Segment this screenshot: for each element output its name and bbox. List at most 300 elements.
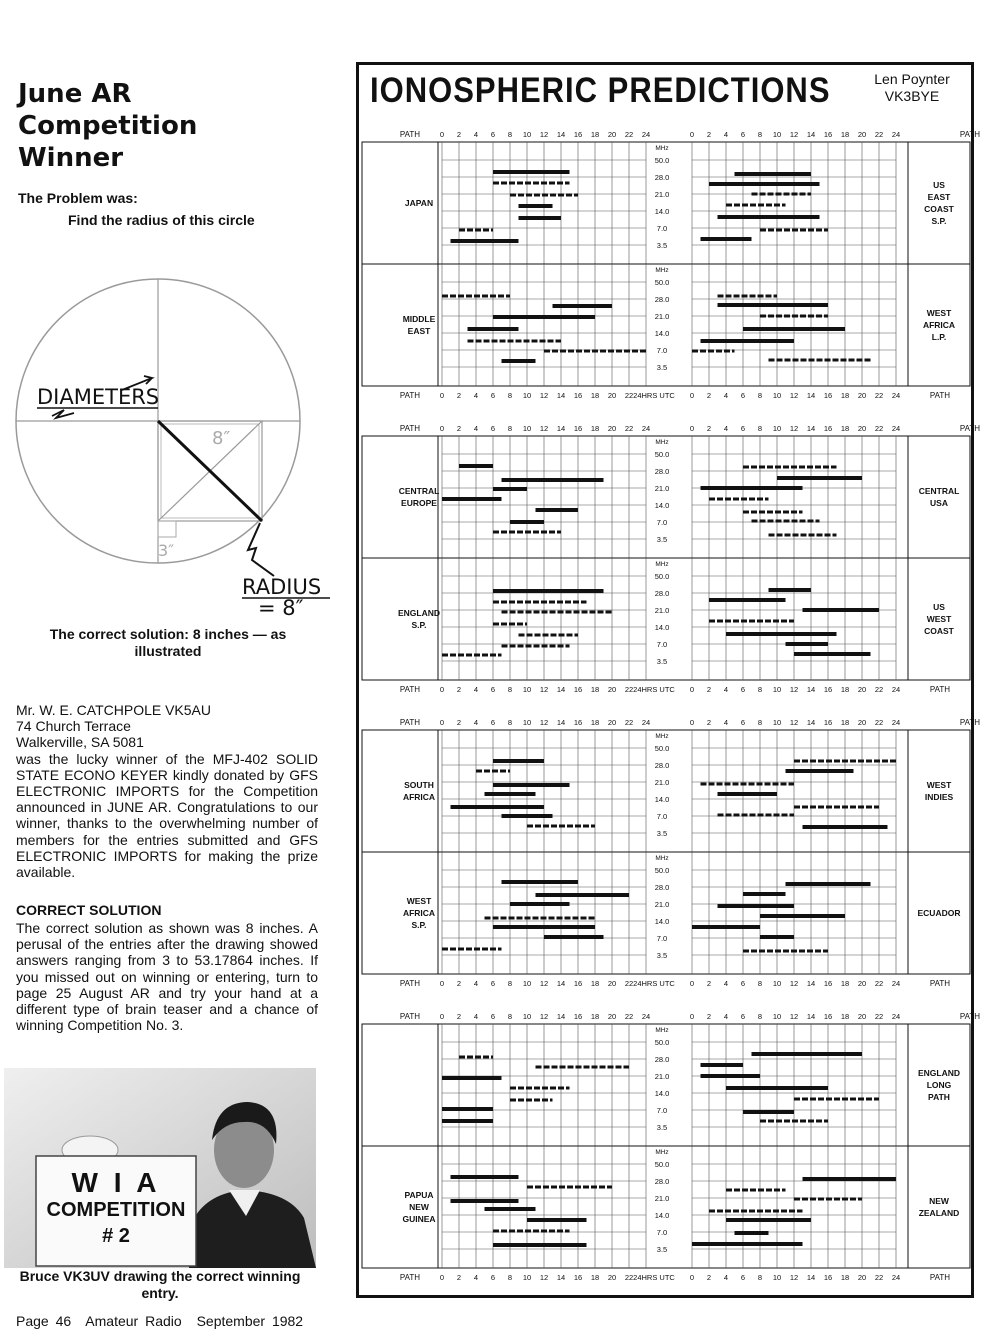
hour-tick: 22: [624, 424, 634, 433]
winner-town: Walkerville, SA 5081: [16, 734, 144, 751]
axis-path-label: PATH: [929, 685, 951, 694]
hour-tick: 20: [857, 391, 867, 400]
hour-tick: 8: [757, 424, 763, 433]
hour-tick: 4: [723, 718, 729, 727]
radius-value: = 8″: [258, 596, 304, 620]
hour-tick: 6: [490, 685, 496, 694]
axis-path-label: PATH: [399, 718, 421, 727]
winner-street: 74 Church Terrace: [16, 718, 131, 735]
hour-tick: 14: [556, 1273, 566, 1282]
hour-tick: 2: [706, 1012, 712, 1021]
path-name-right: CENTRAL: [918, 486, 960, 496]
hour-tick: 6: [490, 424, 496, 433]
heading-line: Winner: [18, 143, 124, 173]
axis-path-label: PATH: [959, 130, 981, 139]
hour-tick: 0: [689, 685, 695, 694]
freq-label: 3.5: [656, 535, 668, 544]
hour-tick: 14: [806, 130, 816, 139]
hour-tick: 2: [706, 424, 712, 433]
solution-statement: The correct solution: 8 inches — as illustrated: [49, 626, 287, 659]
path-name-right: WEST: [926, 308, 952, 318]
hour-tick: 12: [789, 391, 799, 400]
hour-tick: 16: [823, 1012, 833, 1021]
radius-arrow-icon: [248, 523, 274, 576]
hour-tick: 6: [740, 130, 746, 139]
path-name-right: PATH: [928, 1092, 950, 1102]
winner-block: [16, 702, 318, 880]
hour-tick: 24: [891, 979, 901, 988]
hour-tick: 2: [456, 424, 462, 433]
hour-tick: 8: [507, 1273, 513, 1282]
freq-unit: MHz: [655, 1149, 669, 1156]
hour-tick: 24: [641, 424, 651, 433]
freq-label: 14.0: [654, 1211, 670, 1220]
hour-tick: 2: [706, 685, 712, 694]
hour-tick: 14: [556, 718, 566, 727]
hour-tick: 10: [522, 979, 532, 988]
hour-tick: 4: [473, 685, 479, 694]
freq-label: 3.5: [656, 363, 668, 372]
publication-name: Amateur Radio: [85, 1313, 182, 1329]
path-name-right: WEST: [926, 614, 952, 624]
path-name-right: COAST: [924, 626, 954, 636]
freq-label: 50.0: [654, 572, 670, 581]
hour-tick: 10: [772, 685, 782, 694]
hour-tick: 4: [473, 424, 479, 433]
page-footer: [16, 1313, 311, 1329]
hour-tick: 6: [490, 979, 496, 988]
freq-label: 14.0: [654, 329, 670, 338]
hour-tick: 8: [507, 979, 513, 988]
freq-label: 3.5: [656, 1245, 668, 1254]
radius-label: RADIUS: [242, 575, 322, 599]
hour-tick: 16: [573, 685, 583, 694]
hour-tick: 0: [439, 1012, 445, 1021]
hour-tick: 4: [473, 718, 479, 727]
freq-label: 50.0: [654, 1160, 670, 1169]
path-name-left: PAPUA: [404, 1190, 434, 1200]
sign-line: COMPETITION: [46, 1199, 186, 1221]
hour-tick: 8: [507, 130, 513, 139]
hour-tick: 22: [624, 391, 634, 400]
hour-tick: 2: [456, 685, 462, 694]
freq-label: 28.0: [654, 589, 670, 598]
hour-tick: 18: [590, 424, 600, 433]
hour-tick: 12: [539, 979, 549, 988]
author-callsign: VK3BYE: [884, 88, 940, 104]
hour-tick: 10: [522, 718, 532, 727]
hour-tick: 12: [539, 424, 549, 433]
hour-tick: 2: [456, 1273, 462, 1282]
freq-label: 14.0: [654, 501, 670, 510]
freq-unit: MHz: [655, 561, 669, 568]
hour-tick: 0: [439, 424, 445, 433]
hour-tick: 12: [539, 1012, 549, 1021]
freq-label: 21.0: [654, 606, 670, 615]
path-name-left: GUINEA: [402, 1214, 436, 1224]
hour-tick: 2: [456, 718, 462, 727]
freq-label: 3.5: [656, 829, 668, 838]
hour-tick: 12: [539, 130, 549, 139]
path-name-right: USA: [930, 498, 948, 508]
hour-tick: 12: [539, 1273, 549, 1282]
chart-group: [362, 424, 980, 694]
freq-label: 28.0: [654, 761, 670, 770]
hour-tick: 20: [857, 1273, 867, 1282]
side-label: 8″: [212, 428, 231, 449]
diameters-arrow-icon: [52, 410, 74, 418]
hour-tick: 22: [874, 130, 884, 139]
hour-tick: 2: [706, 1273, 712, 1282]
hour-tick: 8: [507, 685, 513, 694]
hour-tick: 20: [607, 1273, 617, 1282]
freq-label: 28.0: [654, 467, 670, 476]
hour-tick: 2: [456, 1012, 462, 1021]
hour-tick: 20: [607, 391, 617, 400]
hour-tick: 14: [806, 718, 816, 727]
hour-tick: 20: [857, 130, 867, 139]
hour-tick: 24: [891, 1012, 901, 1021]
hour-tick: 14: [556, 130, 566, 139]
hour-tick: 18: [590, 1012, 600, 1021]
hour-tick: 22: [874, 685, 884, 694]
hour-tick: 12: [789, 1012, 799, 1021]
hour-tick: 10: [522, 685, 532, 694]
axis-path-label: PATH: [399, 391, 421, 400]
hour-tick: 10: [772, 979, 782, 988]
hour-tick: 22: [624, 979, 634, 988]
hour-tick: 14: [806, 424, 816, 433]
freq-label: 28.0: [654, 1177, 670, 1186]
hour-tick: 18: [590, 391, 600, 400]
freq-label: 50.0: [654, 866, 670, 875]
hour-tick: 20: [607, 979, 617, 988]
hour-tick: 0: [689, 424, 695, 433]
path-name-right: S.P.: [931, 216, 947, 226]
hour-tick: 14: [556, 424, 566, 433]
hour-tick: 18: [840, 130, 850, 139]
freq-unit: MHz: [655, 855, 669, 862]
utc-label: 24HRS UTC: [633, 685, 675, 694]
hour-tick: 8: [757, 130, 763, 139]
hour-tick: 16: [573, 391, 583, 400]
hour-tick: 22: [874, 718, 884, 727]
freq-label: 50.0: [654, 450, 670, 459]
hour-tick: 22: [874, 391, 884, 400]
path-name-left: CENTRAL: [398, 486, 440, 496]
hour-tick: 12: [789, 718, 799, 727]
hour-tick: 22: [624, 718, 634, 727]
problem-label: The Problem was:: [18, 190, 138, 206]
freq-label: 7.0: [656, 1106, 668, 1115]
hour-tick: 16: [823, 424, 833, 433]
freq-label: 7.0: [656, 518, 668, 527]
heading-line: Competition: [18, 111, 198, 141]
predictions-author: [862, 71, 962, 105]
hour-tick: 12: [789, 130, 799, 139]
hour-tick: 16: [573, 1273, 583, 1282]
axis-path-label: PATH: [929, 979, 951, 988]
hour-tick: 0: [439, 130, 445, 139]
freq-unit: MHz: [655, 439, 669, 446]
hour-tick: 20: [607, 718, 617, 727]
hour-tick: 16: [573, 130, 583, 139]
path-name-right: LONG: [926, 1080, 952, 1090]
freq-label: 50.0: [654, 1038, 670, 1047]
path-name-right: WEST: [926, 780, 952, 790]
hour-tick: 14: [806, 391, 816, 400]
hour-tick: 8: [507, 718, 513, 727]
small-label: 3″: [158, 541, 175, 560]
page-number: Page 46: [16, 1313, 72, 1329]
hour-tick: 18: [840, 718, 850, 727]
axis-path-label: PATH: [929, 391, 951, 400]
freq-unit: MHz: [655, 1027, 669, 1034]
freq-unit: MHz: [655, 145, 669, 152]
hour-tick: 0: [439, 718, 445, 727]
hour-tick: 10: [772, 391, 782, 400]
hour-tick: 24: [891, 424, 901, 433]
hour-tick: 4: [723, 391, 729, 400]
hour-tick: 4: [473, 391, 479, 400]
axis-path-label: PATH: [399, 130, 421, 139]
axis-path-label: PATH: [399, 424, 421, 433]
path-name-right: AFRICA: [922, 320, 956, 330]
hour-tick: 20: [857, 979, 867, 988]
path-name-right: COAST: [924, 204, 954, 214]
hour-tick: 14: [806, 685, 816, 694]
photo-caption: Bruce VK3UV drawing the correct winning entry.: [19, 1268, 301, 1301]
freq-label: 21.0: [654, 190, 670, 199]
hour-tick: 2: [706, 391, 712, 400]
hour-tick: 6: [490, 1273, 496, 1282]
hour-tick: 22: [624, 685, 634, 694]
hour-tick: 0: [689, 1012, 695, 1021]
path-name-right: ECUADOR: [917, 908, 961, 918]
hour-tick: 0: [439, 391, 445, 400]
path-name-left: SOUTH: [404, 780, 434, 790]
hour-tick: 10: [522, 1273, 532, 1282]
hour-tick: 14: [806, 1012, 816, 1021]
path-name-left: WEST: [406, 896, 432, 906]
hour-tick: 20: [607, 685, 617, 694]
hour-tick: 4: [723, 424, 729, 433]
axis-path-label: PATH: [399, 1012, 421, 1021]
issue-date: September 1982: [196, 1313, 304, 1329]
freq-label: 7.0: [656, 1228, 668, 1237]
hour-tick: 16: [823, 979, 833, 988]
hour-tick: 24: [641, 130, 651, 139]
hour-tick: 10: [522, 391, 532, 400]
hour-tick: 18: [590, 718, 600, 727]
path-name-left: S.P.: [411, 620, 427, 630]
hour-tick: 4: [473, 1273, 479, 1282]
hour-tick: 10: [522, 130, 532, 139]
hour-tick: 10: [522, 424, 532, 433]
hour-tick: 0: [689, 979, 695, 988]
axis-path-label: PATH: [959, 1012, 981, 1021]
path-name-right: EAST: [927, 192, 951, 202]
path-name-right: L.P.: [931, 332, 947, 342]
hour-tick: 10: [772, 130, 782, 139]
hour-tick: 8: [757, 1012, 763, 1021]
diameters-label: DIAMETERS: [37, 385, 160, 409]
freq-label: 7.0: [656, 224, 668, 233]
freq-label: 7.0: [656, 812, 668, 821]
hour-tick: 12: [539, 718, 549, 727]
hour-tick: 4: [723, 1012, 729, 1021]
hour-tick: 18: [840, 1273, 850, 1282]
hour-tick: 24: [891, 718, 901, 727]
competition-heading: [18, 78, 338, 174]
hour-tick: 14: [806, 979, 816, 988]
hour-tick: 6: [740, 424, 746, 433]
correct-solution-text: The correct solution as shown was 8 inches. A perusal of the entries after the drawing showed answers ranging from 3 to 53.17864 inches. If you missed out on winning or entering, turn to page 25 August AR and try your hand at a different type of brain teaser and a chance of winning Competition No. 3.: [16, 920, 318, 1034]
hour-tick: 12: [539, 685, 549, 694]
winner-paragraph: was the lucky winner of the MFJ-402 SOLID STATE ECONO KEYER kindly donated by GFS ELECTRONIC IMPORTS for the Competition announced in JUNE AR. Congratulations to our winner, thanks to the overwhelming number of members for the entries submitted and GFS ELECTRONIC IMPORTS for making the prize available.: [16, 750, 318, 881]
hour-tick: 10: [772, 1012, 782, 1021]
hour-tick: 16: [573, 1012, 583, 1021]
hour-tick: 18: [590, 130, 600, 139]
hour-tick: 12: [789, 979, 799, 988]
hour-tick: 12: [789, 685, 799, 694]
hour-tick: 20: [607, 1012, 617, 1021]
predictions-title: IONOSPHERIC PREDICTIONS: [370, 70, 831, 111]
hour-tick: 10: [772, 718, 782, 727]
hour-tick: 24: [891, 1273, 901, 1282]
hour-tick: 18: [840, 685, 850, 694]
hour-tick: 16: [573, 424, 583, 433]
hour-tick: 12: [789, 1273, 799, 1282]
path-name-left: ENGLAND: [397, 608, 441, 618]
freq-label: 21.0: [654, 312, 670, 321]
freq-label: 7.0: [656, 346, 668, 355]
freq-label: 28.0: [654, 883, 670, 892]
path-name-left: S.P.: [411, 920, 427, 930]
hour-tick: 24: [641, 718, 651, 727]
utc-label: 24HRS UTC: [633, 391, 675, 400]
hour-tick: 12: [539, 391, 549, 400]
freq-label: 3.5: [656, 241, 668, 250]
freq-unit: MHz: [655, 733, 669, 740]
path-name-left: AFRICA: [402, 792, 436, 802]
freq-label: 28.0: [654, 1055, 670, 1064]
axis-path-label: PATH: [929, 1273, 951, 1282]
hour-tick: 14: [806, 1273, 816, 1282]
hour-tick: 4: [723, 1273, 729, 1282]
hour-tick: 0: [689, 1273, 695, 1282]
freq-label: 50.0: [654, 278, 670, 287]
chart-group: [362, 130, 980, 400]
path-name-left: EAST: [407, 326, 431, 336]
sign-line: W I A: [71, 1167, 161, 1198]
freq-label: 7.0: [656, 934, 668, 943]
hour-tick: 2: [456, 391, 462, 400]
hour-tick: 8: [757, 979, 763, 988]
path-name-right: US: [933, 602, 945, 612]
hour-tick: 22: [874, 424, 884, 433]
hour-tick: 20: [857, 424, 867, 433]
hour-tick: 0: [689, 130, 695, 139]
hour-tick: 24: [891, 391, 901, 400]
hour-tick: 24: [891, 685, 901, 694]
hour-tick: 20: [607, 424, 617, 433]
hour-tick: 22: [624, 1273, 634, 1282]
hour-tick: 10: [522, 1012, 532, 1021]
path-name-right: US: [933, 180, 945, 190]
freq-label: 50.0: [654, 744, 670, 753]
freq-label: 14.0: [654, 207, 670, 216]
path-name-left: NEW: [409, 1202, 429, 1212]
circle-diagram: [12, 238, 342, 608]
axis-path-label: PATH: [959, 424, 981, 433]
hour-tick: 22: [874, 1012, 884, 1021]
hour-tick: 4: [473, 1012, 479, 1021]
hour-tick: 8: [757, 1273, 763, 1282]
axis-path-label: PATH: [399, 685, 421, 694]
path-name-left: AFRICA: [402, 908, 436, 918]
hour-tick: 6: [740, 979, 746, 988]
hour-tick: 6: [490, 1012, 496, 1021]
path-name-right: ENGLAND: [917, 1068, 961, 1078]
winner-photo: [4, 1068, 316, 1268]
freq-label: 21.0: [654, 484, 670, 493]
hour-tick: 18: [840, 391, 850, 400]
chart-group: [362, 718, 980, 988]
hour-tick: 10: [772, 424, 782, 433]
hour-tick: 8: [757, 685, 763, 694]
hour-tick: 2: [706, 130, 712, 139]
hour-tick: 12: [789, 424, 799, 433]
hour-tick: 8: [757, 391, 763, 400]
hour-tick: 22: [624, 1012, 634, 1021]
hour-tick: 16: [573, 718, 583, 727]
axis-path-label: PATH: [399, 1273, 421, 1282]
path-name-left: EUROPE: [401, 498, 437, 508]
hour-tick: 8: [757, 718, 763, 727]
hour-tick: 24: [641, 1012, 651, 1021]
hour-tick: 4: [723, 685, 729, 694]
hour-tick: 14: [556, 1012, 566, 1021]
hour-tick: 6: [740, 718, 746, 727]
utc-label: 24HRS UTC: [633, 1273, 675, 1282]
hour-tick: 16: [823, 1273, 833, 1282]
freq-label: 3.5: [656, 1123, 668, 1132]
freq-label: 14.0: [654, 1089, 670, 1098]
hour-tick: 0: [439, 979, 445, 988]
utc-label: 24HRS UTC: [633, 979, 675, 988]
freq-label: 21.0: [654, 1072, 670, 1081]
hour-tick: 4: [473, 130, 479, 139]
hour-tick: 20: [607, 130, 617, 139]
freq-label: 28.0: [654, 173, 670, 182]
hour-tick: 8: [507, 391, 513, 400]
freq-label: 3.5: [656, 951, 668, 960]
hour-tick: 6: [740, 391, 746, 400]
hour-tick: 22: [874, 1273, 884, 1282]
hour-tick: 16: [823, 685, 833, 694]
hour-tick: 6: [740, 1273, 746, 1282]
hour-tick: 18: [840, 1012, 850, 1021]
hour-tick: 14: [556, 391, 566, 400]
heading-line: June AR: [18, 79, 132, 109]
path-name-left: JAPAN: [404, 198, 434, 208]
hour-tick: 2: [456, 130, 462, 139]
hour-tick: 0: [689, 718, 695, 727]
prediction-charts: [362, 126, 981, 1296]
hour-tick: 16: [823, 130, 833, 139]
hour-tick: 20: [857, 718, 867, 727]
